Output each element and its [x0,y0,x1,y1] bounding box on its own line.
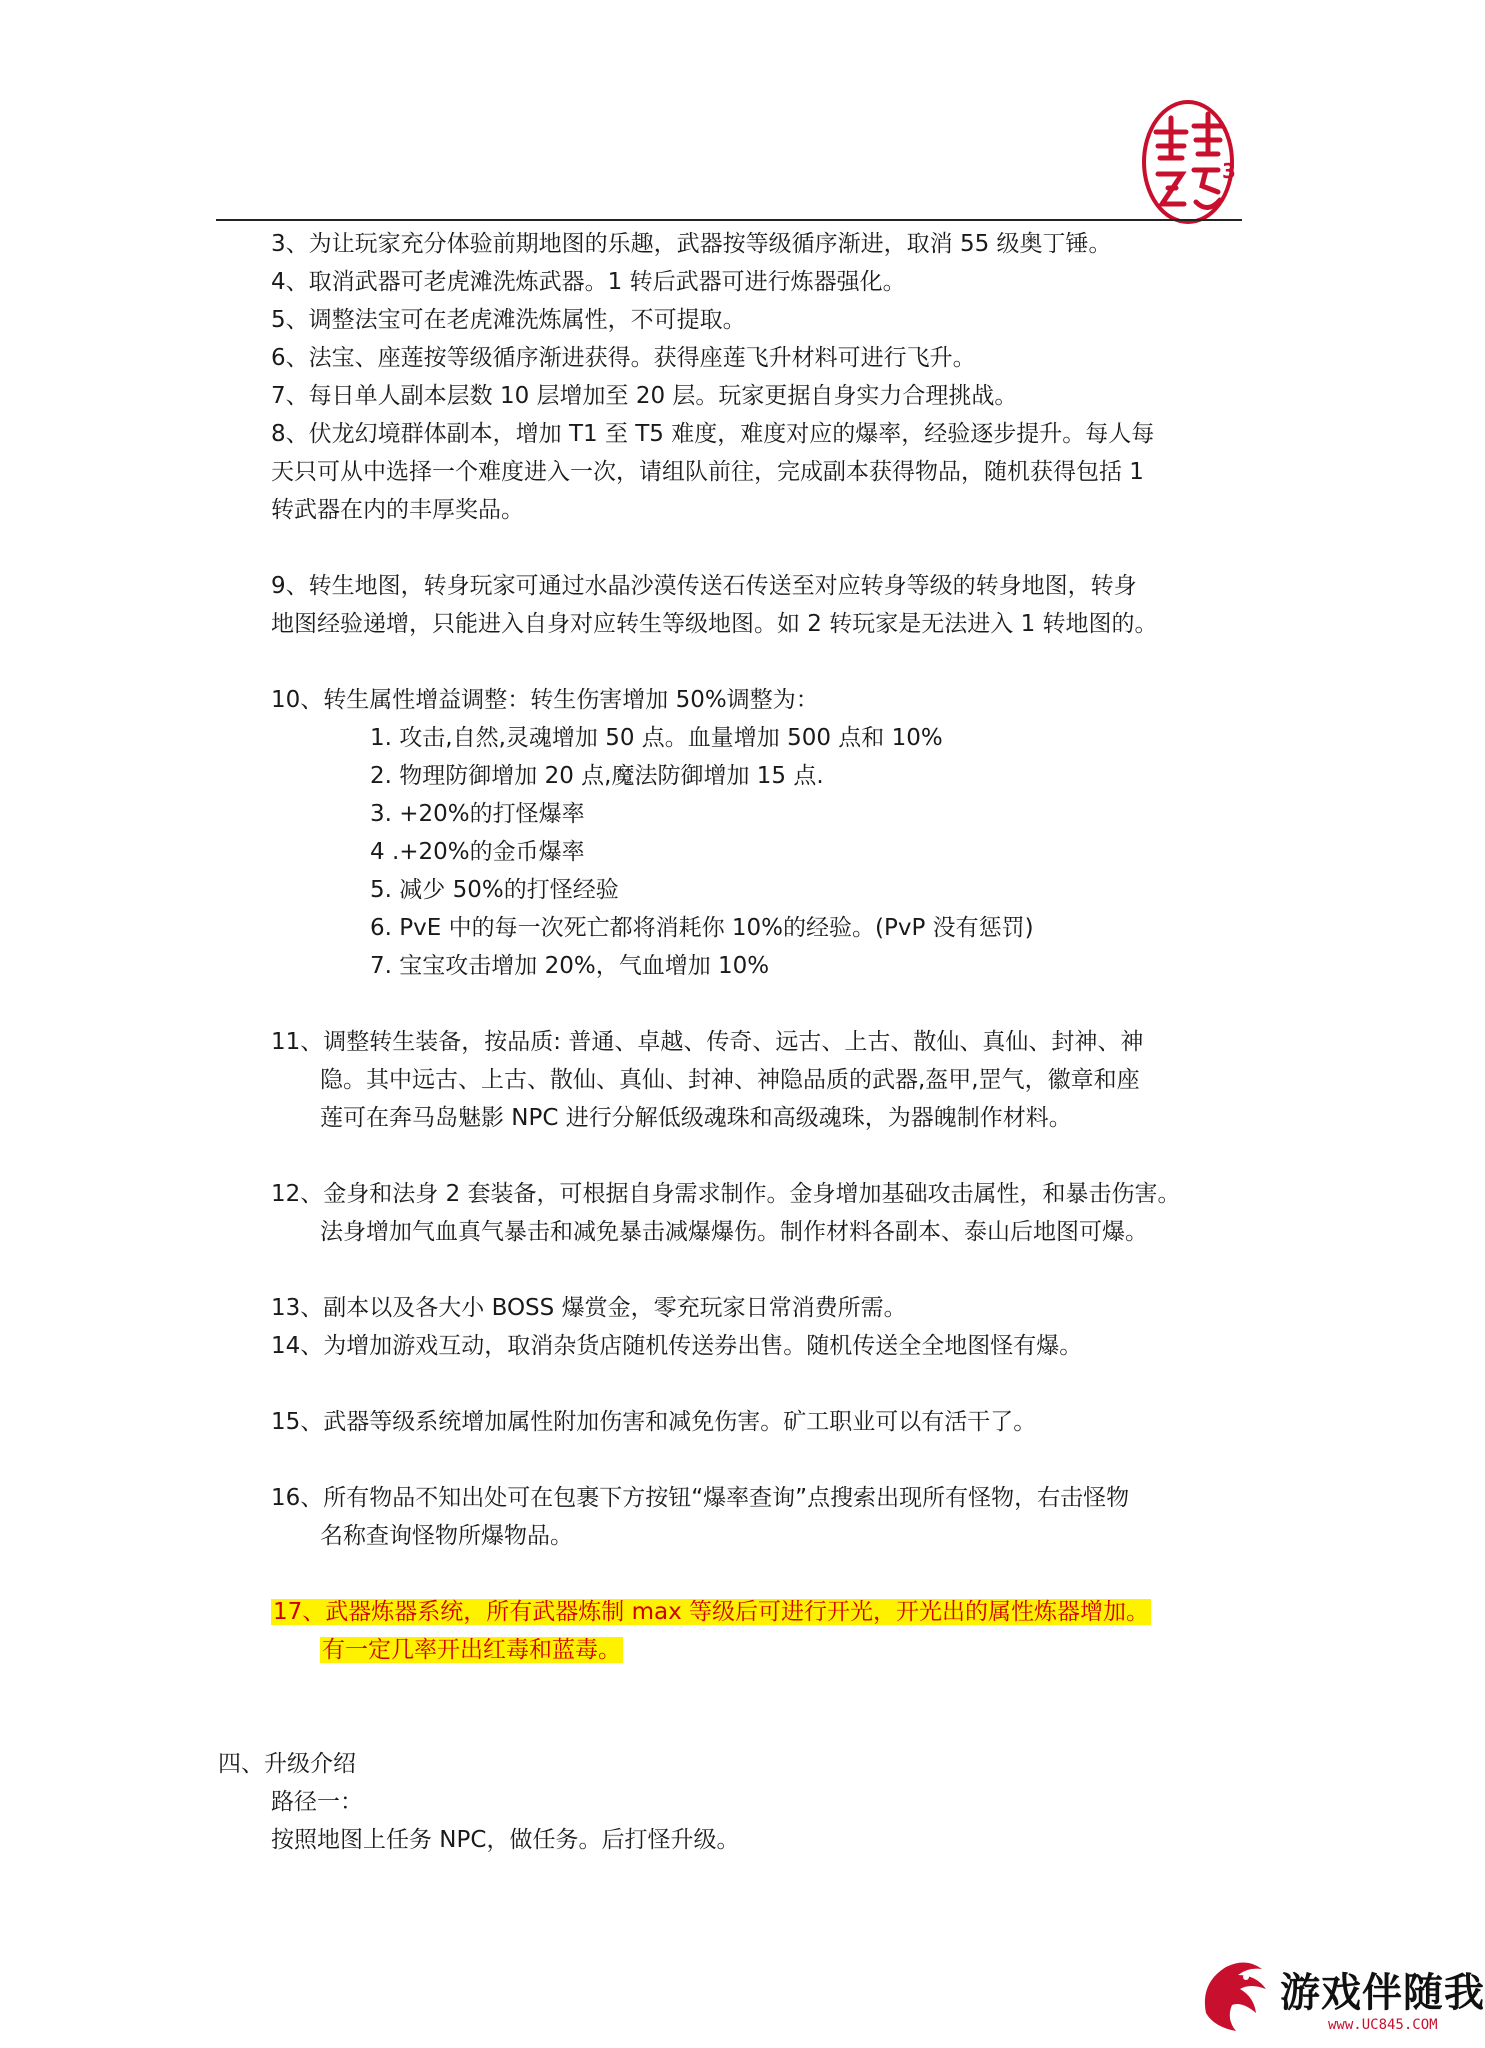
site-watermark [1196,1945,1485,2048]
section-heading: 四、升级介绍 [218,1751,356,1777]
item-8-line-2: 天只可从中选择一个难度进入一次，请组队前往，完成副本获得物品，随机获得包括 1 [271,459,1144,485]
item-10-sub-5: 5. 减少 50%的打怪经验 [370,877,619,903]
dragon-logo-icon [1196,1953,1274,2037]
item-11-line-1: 11、调整转生装备，按品质: 普通、卓越、传奇、远古、上古、散仙、真仙、封神、神 [271,1029,1144,1055]
item-10-sub-6: 6. PvE 中的每一次死亡都将消耗你 10%的经验。(PvP 没有惩罚) [370,915,1034,941]
item-12-line-2: 法身增加气血真气暴击和减免暴击减爆爆伤。制作材料各副本、泰山后地图可爆。 [320,1219,1148,1245]
path-label: 路径一： [271,1789,363,1815]
item-10-sub-4: 4 .+20%的金币爆率 [370,839,585,865]
item-11-line-2: 隐。其中远古、上古、散仙、真仙、封神、神隐品质的武器,盔甲,罡气，徽章和座 [320,1067,1140,1093]
svg-text:3: 3 [1222,159,1236,183]
item-6: 6、法宝、座莲按等级循序渐进获得。获得座莲飞升材料可进行飞升。 [271,345,976,371]
item-10-sub-1: 1. 攻击,自然,灵魂增加 50 点。血量增加 500 点和 10% [370,725,943,751]
item-8-line-3: 转武器在内的丰厚奖品。 [271,497,524,523]
item-10: 10、转生属性增益调整：转生伤害增加 50%调整为： [271,687,819,713]
path-text: 按照地图上任务 NPC，做任务。后打怪升级。 [271,1827,740,1853]
item-10-sub-2: 2. 物理防御增加 20 点,魔法防御增加 15 点. [370,763,824,789]
watermark-title: 游戏伴随我 [1280,1970,1485,2016]
watermark-url: www.UC845.COM [1328,2017,1438,2033]
item-11-line-3: 莲可在奔马岛魅影 NPC 进行分解低级魂珠和高级魂珠，为器魄制作材料。 [320,1105,1072,1131]
item-3: 3、为让玩家充分体验前期地图的乐趣，武器按等级循序渐进，取消 55 级奥丁锤。 [271,231,1112,257]
item-8-line-1: 8、伏龙幻境群体副本，增加 T1 至 T5 难度，难度对应的爆率，经验逐步提升。每人每 [271,421,1155,447]
highlighted-text: 有一定几率开出红毒和蓝毒。 [322,1637,621,1663]
item-5: 5、调整法宝可在老虎滩洗炼属性，不可提取。 [271,307,746,333]
item-13: 13、副本以及各大小 BOSS 爆赏金，零充玩家日常消费所需。 [271,1295,907,1321]
item-10-sub-3: 3. +20%的打怪爆率 [370,801,585,827]
item-17-line-1 [271,1596,1151,1628]
item-16-line-1: 16、所有物品不知出处可在包裹下方按钮“爆率查询”点搜索出现所有怪物，右击怪物 [271,1485,1130,1511]
item-9-line-2: 地图经验递增，只能进入自身对应转生等级地图。如 2 转玩家是无法进入 1 转地图的。 [271,611,1158,637]
header-rule [216,219,1242,221]
item-16-line-2: 名称查询怪物所爆物品。 [320,1523,573,1549]
item-12-line-1: 12、金身和法身 2 套装备，可根据自身需求制作。金身增加基础攻击属性，和暴击伤害。 [271,1181,1181,1207]
item-15: 15、武器等级系统增加属性附加伤害和减免伤害。矿工职业可以有活干了。 [271,1409,1037,1435]
item-14: 14、为增加游戏互动，取消杂货店随机传送券出售。随机传送全全地图怪有爆。 [271,1333,1083,1359]
seal-stamp [1138,96,1238,228]
item-4: 4、取消武器可老虎滩洗炼武器。1 转后武器可进行炼器强化。 [271,269,906,295]
item-9-line-1: 9、转生地图，转身玩家可通过水晶沙漠传送石传送至对应转身等级的转身地图，转身 [271,573,1137,599]
item-7: 7、每日单人副本层数 10 层增加至 20 层。玩家更据自身实力合理挑战。 [271,383,1018,409]
item-10-sub-7: 7. 宝宝攻击增加 20%，气血增加 10% [370,953,770,979]
item-17-line-2 [320,1634,623,1666]
highlighted-text: 17、武器炼器系统，所有武器炼制 max 等级后可进行开光，开光出的属性炼器增加。 [273,1599,1149,1625]
